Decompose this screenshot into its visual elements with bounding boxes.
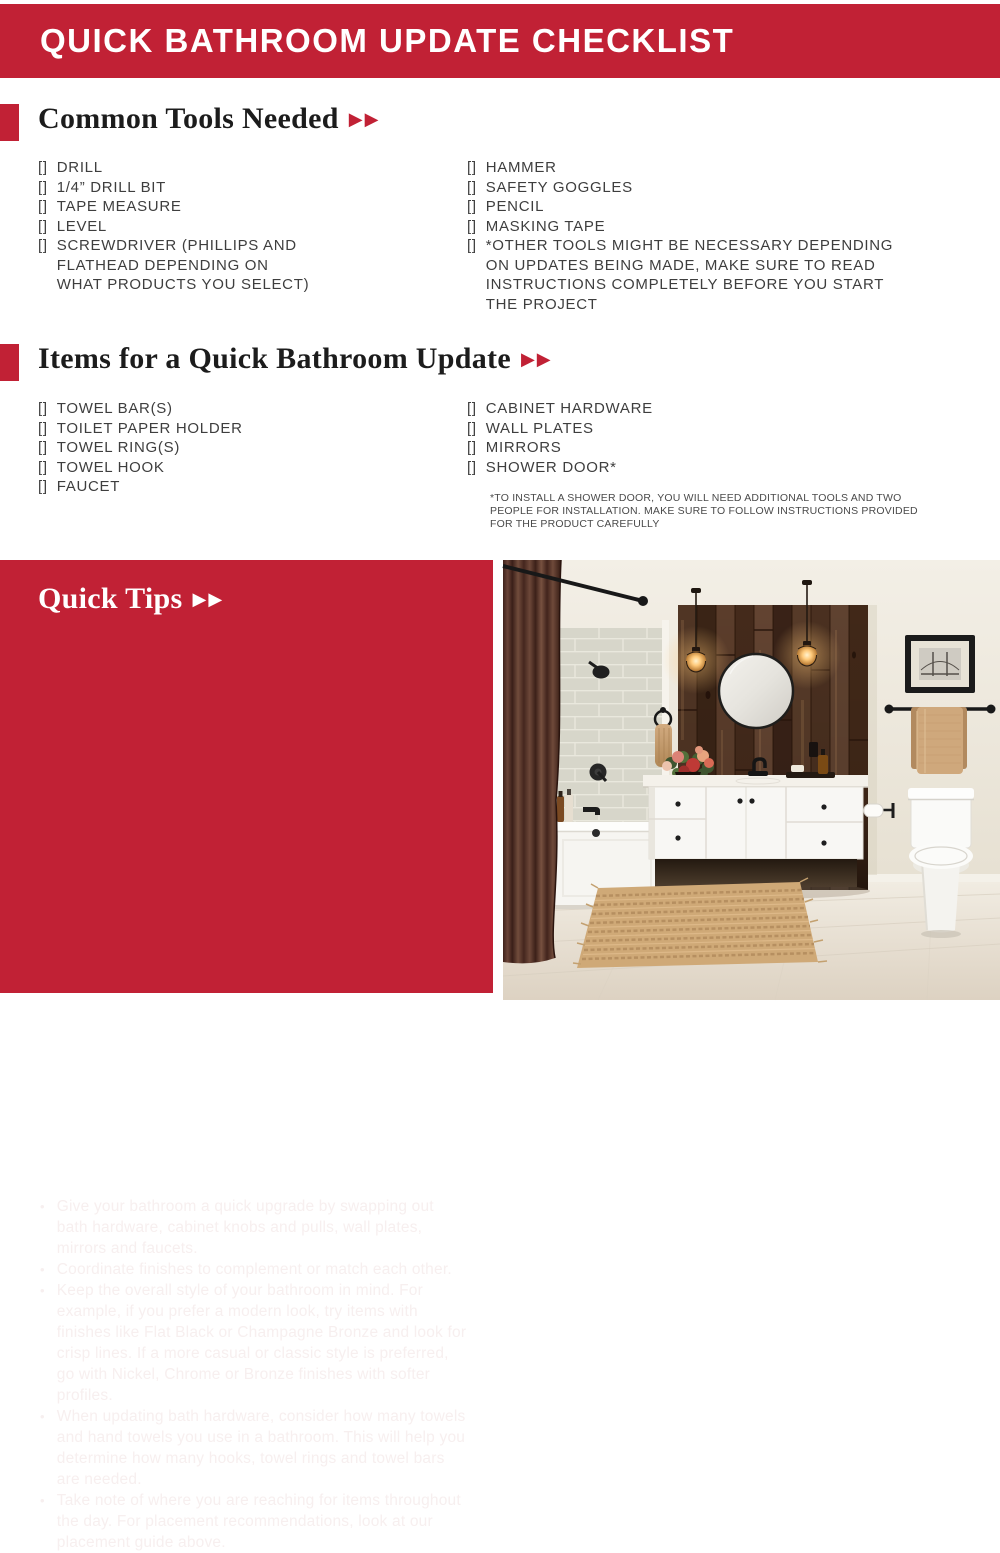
checklist-item	[38, 197, 319, 217]
double-arrow-icon: ▶▶	[520, 349, 553, 369]
checklist-item-label: HAMMER	[485, 159, 557, 176]
under-vanity-shadow	[655, 859, 857, 887]
checklist-item	[467, 158, 898, 178]
checklist-item-label: TAPE MEASURE	[56, 198, 182, 215]
checklist-item-label: *OTHER TOOLS MIGHT BE NECESSARY DEPENDING ON UPDATES BEING MADE, MAKE SURE TO READ INSTRUCTIONS COMPLETELY BEFORE YOU START THE PROJECT	[485, 237, 894, 313]
jute-rug	[573, 878, 827, 968]
tip-item	[40, 1196, 476, 1259]
tip-item	[40, 1280, 476, 1406]
page-title: QUICK BATHROOM UPDATE CHECKLIST	[40, 22, 735, 59]
checkbox-icon: []	[467, 419, 477, 437]
checkbox-icon: []	[38, 439, 48, 456]
checkbox-icon: []	[38, 458, 48, 476]
checklist-item	[38, 236, 319, 295]
tip-text: Keep the overall style of your bathroom in mind. For example, if you prefer a modern look, try items with finishes like Flat Black or Champagne Bronze and look for crisp lines. If a more casual or classic style is preferred, go with Nickel, Chrome or Bronze finishes with softer profiles.	[56, 1282, 467, 1404]
checklist-item-label: MIRRORS	[485, 439, 562, 456]
quick-tips-list	[40, 1196, 476, 1553]
bullet-icon: •	[40, 1493, 45, 1508]
towel-bar-towel	[911, 707, 967, 774]
checklist-item-label: PENCIL	[485, 198, 545, 215]
checklist-item	[467, 178, 898, 198]
checkbox-icon: []	[467, 217, 477, 235]
checklist-item	[38, 178, 319, 198]
checkbox-icon: []	[38, 198, 48, 215]
tip-item	[40, 1259, 476, 1280]
tip-text: Take note of where you are reaching for items throughout the day. For placement recommendations, look at our placement guide above.	[56, 1492, 461, 1551]
header-bar	[0, 4, 1000, 78]
checkbox-icon: []	[38, 419, 48, 437]
checklist-item-label: WALL PLATES	[485, 419, 594, 437]
checkbox-icon: []	[467, 458, 477, 476]
checklist-item	[467, 236, 898, 314]
checklist-item	[38, 158, 319, 178]
checklist-item	[467, 197, 898, 217]
bathroom-photo	[503, 560, 1000, 1000]
checklist-item	[38, 438, 243, 458]
checklist-item	[38, 477, 243, 497]
section-tools-title: Common Tools Needed	[38, 102, 339, 135]
checkbox-icon: []	[38, 217, 48, 235]
checklist-item-label: FAUCET	[56, 478, 121, 495]
section-accent-bar	[0, 344, 19, 381]
bullet-icon: •	[40, 1283, 45, 1298]
bullet-icon: •	[40, 1199, 45, 1214]
items-list-left	[38, 399, 243, 497]
checklist-item	[38, 217, 319, 237]
checkbox-icon: []	[467, 439, 477, 456]
checklist-item	[467, 438, 653, 458]
checklist-item-label: TOWEL BAR(S)	[56, 400, 173, 417]
double-arrow-icon: ▶▶	[348, 109, 381, 129]
tip-text: Coordinate finishes to complement or match each other.	[56, 1261, 452, 1278]
checklist-item-label: TOILET PAPER HOLDER	[56, 419, 243, 437]
checklist-item	[467, 217, 898, 237]
section-items-heading	[38, 342, 553, 376]
checklist-item-label: 1/4” DRILL BIT	[56, 178, 167, 196]
shower-curtain	[503, 560, 561, 963]
checklist-item	[467, 399, 653, 419]
checklist-item	[467, 419, 653, 439]
checklist-item	[38, 399, 243, 419]
quick-tips-title: Quick Tips	[38, 582, 183, 615]
tools-list-left	[38, 158, 319, 295]
checklist-item-label: LEVEL	[56, 217, 107, 235]
tip-item	[40, 1406, 476, 1490]
section-accent-bar	[0, 104, 19, 141]
checklist-item-label: MASKING TAPE	[485, 217, 606, 235]
tools-list-right	[467, 158, 898, 314]
section-tools-heading	[38, 102, 380, 136]
checklist-item	[38, 458, 243, 478]
checkbox-icon: []	[467, 159, 477, 176]
bullet-icon: •	[40, 1409, 45, 1424]
shower-tile-wall	[556, 628, 663, 822]
vanity-cabinet	[649, 787, 863, 859]
checklist-item-label: TOWEL RING(S)	[56, 439, 181, 456]
shower-door-footnote: *TO INSTALL A SHOWER DOOR, YOU WILL NEED ADDITIONAL TOOLS AND TWO PEOPLE FOR INSTALLATION. MAKE SURE TO FOLLOW INSTRUCTIONS PROVIDED FOR THE PRODUCT CAREFULLY	[490, 492, 918, 530]
wall-corner-shadow	[868, 605, 877, 875]
checkbox-icon: []	[467, 178, 477, 196]
checklist-item-label: SAFETY GOGGLES	[485, 178, 633, 196]
checklist-item-label: CABINET HARDWARE	[485, 400, 653, 417]
checklist-item-label: SCREWDRIVER (PHILLIPS AND FLATHEAD DEPENDING ON WHAT PRODUCTS YOU SELECT)	[56, 237, 310, 293]
checkbox-icon: []	[467, 198, 477, 215]
checklist-item-label: SHOWER DOOR*	[485, 458, 617, 476]
tip-text: Give your bathroom a quick upgrade by swapping out bath hardware, cabinet knobs and pulls, wall plates, mirrors and faucets.	[56, 1198, 434, 1257]
double-arrow-icon: ▶▶	[192, 589, 225, 609]
checkbox-icon: []	[467, 400, 477, 417]
tip-item	[40, 1490, 476, 1553]
checklist-item-label: DRILL	[56, 159, 103, 176]
checklist-item	[38, 419, 243, 439]
checkbox-icon: []	[38, 159, 48, 176]
checkbox-icon: []	[38, 178, 48, 196]
checkbox-icon: []	[38, 478, 48, 495]
wall-frame	[905, 635, 975, 693]
quick-tips-panel	[0, 560, 493, 1551]
tip-text: When updating bath hardware, consider how many towels and hand towels you use in a bathroom. This will help you determine how many hooks, towel rings and towel bars are needed.	[56, 1408, 466, 1488]
checkbox-icon: []	[38, 237, 48, 254]
checkbox-icon: []	[38, 400, 48, 417]
bullet-icon: •	[40, 1262, 45, 1277]
checkbox-icon: []	[467, 237, 477, 254]
quick-tips-heading	[38, 582, 224, 616]
checklist-item-label: TOWEL HOOK	[56, 458, 165, 476]
checklist-item	[467, 458, 653, 478]
light-switch	[809, 742, 818, 757]
section-items-title: Items for a Quick Bathroom Update	[38, 342, 511, 375]
items-list-right	[467, 399, 653, 477]
round-mirror	[719, 654, 793, 728]
